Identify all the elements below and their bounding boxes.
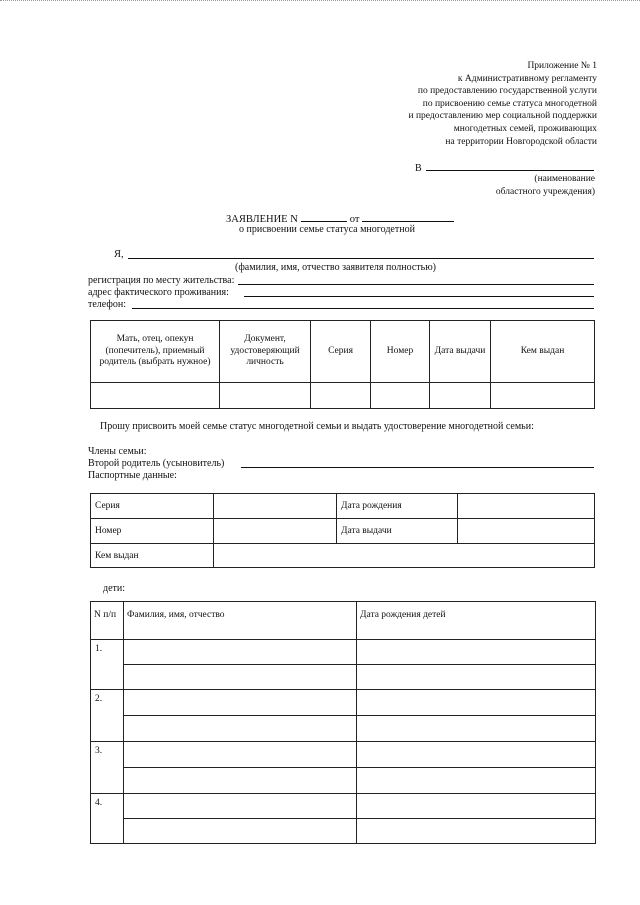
phone-field[interactable] bbox=[132, 308, 594, 309]
table-row bbox=[91, 494, 595, 519]
input-cell[interactable] bbox=[371, 383, 430, 409]
application-date-field[interactable] bbox=[362, 212, 454, 222]
child-birth-input[interactable] bbox=[357, 768, 596, 794]
header-cell: Серия bbox=[311, 321, 371, 383]
ya-label: Я, bbox=[114, 249, 124, 260]
address-row bbox=[88, 287, 594, 298]
table-row bbox=[91, 716, 596, 742]
input-cell[interactable] bbox=[311, 383, 371, 409]
table-row bbox=[91, 742, 596, 768]
address-label: адрес фактического проживания: bbox=[88, 287, 229, 298]
title-main: ЗАЯВЛЕНИЕ N bbox=[226, 214, 298, 225]
child-birth-input[interactable] bbox=[357, 742, 596, 768]
child-name-input[interactable] bbox=[124, 640, 357, 665]
scan-edge-line bbox=[0, 0, 640, 4]
applicant-name-field[interactable] bbox=[128, 258, 594, 259]
child-birth-input[interactable] bbox=[357, 716, 596, 742]
second-parent-label: Второй родитель (усыновитель) bbox=[88, 458, 225, 469]
annex-line: к Административному регламенту bbox=[457, 73, 597, 84]
child-birth-input[interactable] bbox=[357, 819, 596, 844]
number-label: Номер bbox=[91, 519, 214, 544]
birth-date-input[interactable] bbox=[458, 494, 595, 519]
form-subtitle: о присвоении семье статуса многодетной bbox=[239, 224, 415, 235]
child-birth-input[interactable] bbox=[357, 690, 596, 716]
issue-date-input[interactable] bbox=[458, 519, 595, 544]
annex-line: по предоставлению государственной услуги bbox=[417, 86, 597, 97]
addressee-hint bbox=[435, 173, 595, 198]
input-cell[interactable] bbox=[220, 383, 311, 409]
annex-line: по присвоению семье статуса многодетной bbox=[422, 98, 597, 109]
second-parent-row bbox=[88, 458, 594, 469]
children-label: дети: bbox=[103, 583, 126, 594]
addressee-prefix: В bbox=[415, 163, 422, 174]
child-name-input[interactable] bbox=[124, 690, 357, 716]
annex-line: Приложение № 1 bbox=[527, 61, 597, 71]
table-row bbox=[91, 819, 596, 844]
row-number: 2. bbox=[91, 690, 124, 742]
row-number: 1. bbox=[91, 640, 124, 690]
identity-document-table bbox=[90, 320, 595, 409]
child-name-input[interactable] bbox=[124, 665, 357, 690]
table-row bbox=[91, 665, 596, 690]
addressee-underline[interactable] bbox=[426, 161, 594, 171]
header-cell: Дата выдачи bbox=[430, 321, 491, 383]
child-name-input[interactable] bbox=[124, 819, 357, 844]
input-cell[interactable] bbox=[91, 383, 220, 409]
child-name-input[interactable] bbox=[124, 794, 357, 819]
child-birth-input[interactable] bbox=[357, 640, 596, 665]
number-input[interactable] bbox=[214, 519, 337, 544]
registration-label: регистрация по месту жительства: bbox=[88, 275, 235, 286]
header-cell: Документ, удостоверяющий личность bbox=[220, 321, 311, 383]
header-cell: Номер bbox=[371, 321, 430, 383]
table-row bbox=[91, 690, 596, 716]
issued-by-label: Кем выдан bbox=[91, 544, 214, 568]
phone-row bbox=[88, 299, 594, 310]
annex-line: на территории Новгородской области bbox=[445, 136, 597, 147]
family-members-label: Члены семьи: bbox=[88, 446, 147, 457]
passport-table bbox=[90, 493, 595, 568]
row-number: 4. bbox=[91, 794, 124, 844]
input-cell[interactable] bbox=[430, 383, 491, 409]
request-sentence: Прошу присвоить моей семье статус многодетной семьи и выдать удостоверение многодетной семьи: bbox=[100, 421, 534, 432]
row-number: 3. bbox=[91, 742, 124, 794]
applicant-name-row bbox=[114, 249, 594, 260]
table-row bbox=[91, 794, 596, 819]
children-table bbox=[90, 601, 596, 844]
series-input[interactable] bbox=[214, 494, 337, 519]
annex-line: многодетных семей, проживающих bbox=[453, 123, 597, 134]
table-row bbox=[91, 768, 596, 794]
phone-label: телефон: bbox=[88, 299, 126, 310]
child-birth-input[interactable] bbox=[357, 665, 596, 690]
header-cell: Кем выдан bbox=[491, 321, 595, 383]
address-field[interactable] bbox=[244, 296, 594, 297]
table-row bbox=[91, 640, 596, 665]
header-cell: Мать, отец, опекун (попечитель), приемный родитель (выбрать нужное) bbox=[91, 321, 220, 383]
fio-hint: (фамилия, имя, отчество заявителя полностью) bbox=[235, 262, 437, 273]
series-label: Серия bbox=[91, 494, 214, 519]
addressee-hint-line: областного учреждения) bbox=[495, 186, 595, 197]
issued-by-input[interactable] bbox=[214, 544, 595, 568]
child-name-input[interactable] bbox=[124, 716, 357, 742]
header-cell: N п/п bbox=[91, 602, 124, 640]
request-text bbox=[88, 421, 595, 433]
birth-date-label: Дата рождения bbox=[337, 494, 458, 519]
application-number-field[interactable] bbox=[301, 212, 347, 222]
title-from: от bbox=[349, 214, 360, 225]
input-cell[interactable] bbox=[491, 383, 595, 409]
second-parent-field[interactable] bbox=[241, 467, 594, 468]
header-cell: Фамилия, имя, отчество bbox=[124, 602, 357, 640]
table-header-row bbox=[91, 602, 596, 640]
child-name-input[interactable] bbox=[124, 768, 357, 794]
registration-row bbox=[88, 275, 594, 286]
annex-header bbox=[337, 60, 597, 148]
addressee-hint-line: (наименование bbox=[534, 174, 595, 184]
table-header-row bbox=[91, 321, 595, 383]
table-row bbox=[91, 519, 595, 544]
issue-date-label: Дата выдачи bbox=[337, 519, 458, 544]
child-name-input[interactable] bbox=[124, 742, 357, 768]
table-row bbox=[91, 544, 595, 568]
registration-field[interactable] bbox=[238, 284, 594, 285]
child-birth-input[interactable] bbox=[357, 794, 596, 819]
header-cell: Дата рождения детей bbox=[357, 602, 596, 640]
annex-line: и предоставлению мер социальной поддержки bbox=[408, 111, 597, 122]
passport-label: Паспортные данные: bbox=[88, 470, 177, 481]
table-row bbox=[91, 383, 595, 409]
